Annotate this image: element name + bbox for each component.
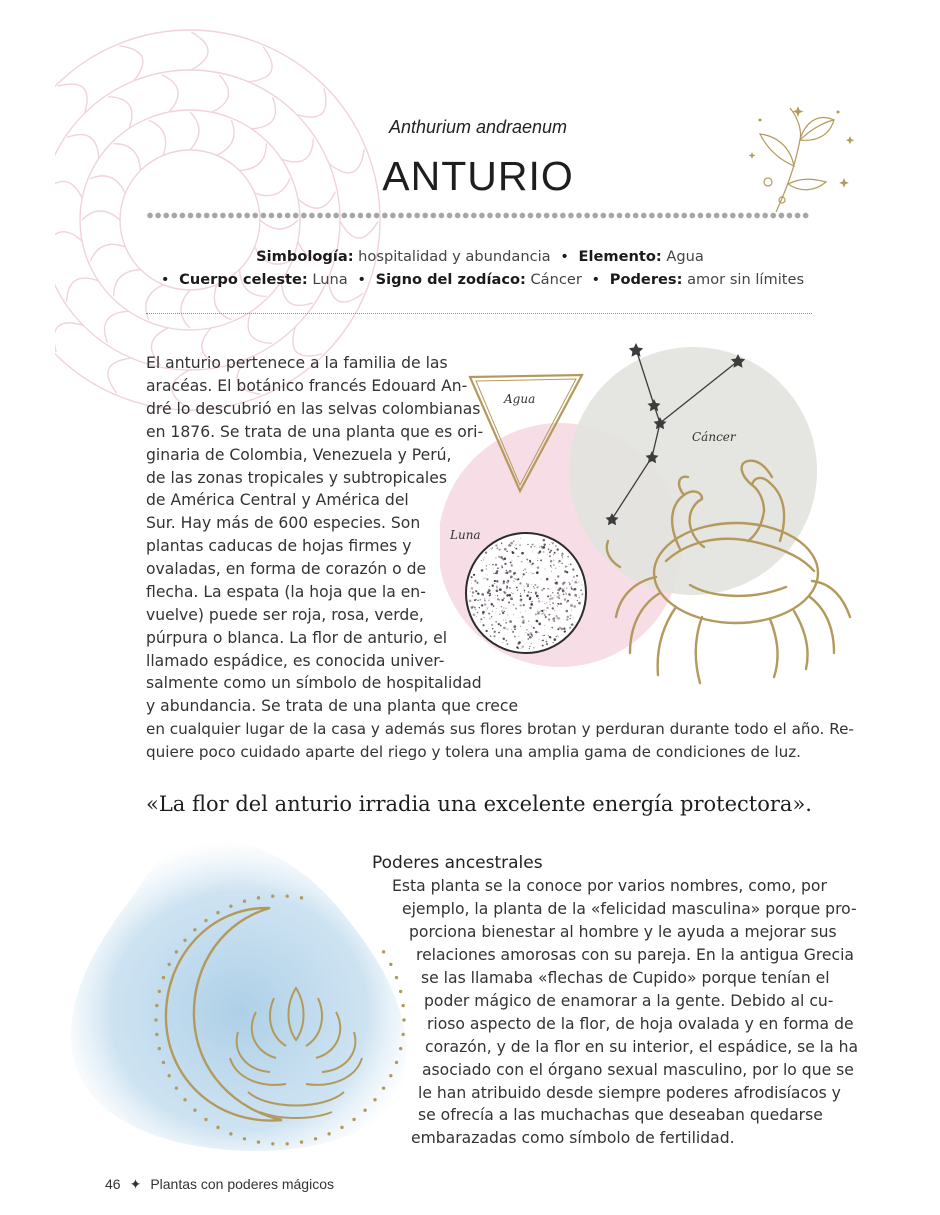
moon-label: Luna — [450, 528, 481, 542]
bullet-separator: • — [560, 248, 569, 265]
body-line: de América Central y América del — [146, 491, 409, 509]
body-line: salmente como un símbolo de hospitalidad — [146, 674, 482, 692]
page-footer — [105, 1176, 334, 1193]
body-line: dré lo descubrió en las selvas colombianas — [146, 400, 481, 418]
bullet-separator: • — [591, 271, 601, 288]
section-title: Poderes ancestrales — [372, 853, 543, 873]
body-line: relaciones amorosas con su pareja. En la antigua Grecia — [416, 946, 854, 964]
body-line: embarazadas como símbolo de fertilidad. — [411, 1129, 735, 1147]
zodiac-label: Signo del zodíaco: — [375, 271, 526, 288]
pull-quote: «La flor del anturio irradia una excelente energía protectora». — [146, 792, 812, 816]
dotted-divider — [146, 212, 810, 219]
element-label: Elemento: — [578, 248, 662, 265]
body-line: plantas caducas de hojas firmes y — [146, 537, 412, 555]
body-line: ejemplo, la planta de la «felicidad masculina» porque pro- — [402, 900, 857, 918]
body-line: corazón, y de la flor en su interior, el espádice, se la ha — [425, 1038, 859, 1056]
celestial-value: Luna — [312, 271, 348, 288]
astrology-illustration — [440, 335, 860, 695]
cancer-label: Cáncer — [692, 430, 736, 444]
body-line: vuelve) puede ser roja, rosa, verde, — [146, 606, 424, 624]
bullet-separator: • — [357, 271, 366, 288]
book-title: Plantas con poderes mágicos — [150, 1176, 334, 1192]
element-value: Agua — [666, 248, 704, 265]
body-line: y abundancia. Se trata de una planta que crece — [146, 697, 519, 715]
body-line: le han atribuido desde siempre poderes afrodisíacos y — [418, 1084, 841, 1102]
meta-row-1 — [150, 248, 810, 265]
moon-icon — [466, 533, 586, 653]
body-line: en cualquier lugar de la casa y además sus flores brotan y perduran durante todo el año. Re- — [146, 720, 854, 738]
body-line: se las llamaba «flechas de Cupido» porque tenían el — [421, 969, 830, 987]
body-line: de las zonas tropicales y subtropicales — [146, 469, 447, 487]
powers-value: amor sin límites — [687, 271, 805, 288]
body-line: porciona bienestar al hombre y le ayuda a mejorar sus — [409, 923, 837, 941]
scientific-name: Anthurium andraenum — [388, 117, 568, 137]
body-line: poder mágico de enamorar a la gente. Debido al cu- — [424, 992, 834, 1010]
powers-label: Poderes: — [609, 271, 683, 288]
symbology-value: hospitalidad y abundancia — [358, 248, 551, 265]
body-line: púrpura o blanca. La flor de anturio, el — [146, 629, 448, 647]
body-line: El anturio pertenece a la familia de las — [146, 354, 448, 372]
meta-row-2 — [150, 271, 810, 288]
symbology-label: Simbología: — [256, 248, 354, 265]
body-line: Sur. Hay más de 600 especies. Son — [146, 514, 421, 532]
body-line: quiere poco cuidado aparte del riego y tolera una amplia gama de condiciones de luz. — [146, 743, 801, 761]
celestial-label: Cuerpo celeste: — [179, 271, 308, 288]
watercolor-splash — [71, 840, 406, 1151]
body-line: flecha. La espata (la hoja que la en- — [146, 583, 426, 601]
bullet-separator: • — [160, 271, 170, 288]
body-line: se ofrecía a las muchachas que deseaban quedarse — [418, 1106, 823, 1124]
body-line: llamado espádice, es conocida univer- — [146, 652, 445, 670]
page-title: ANTURIO — [382, 153, 574, 199]
water-label: Agua — [504, 392, 536, 406]
body-line: Esta planta se la conoce por varios nombres, como, por — [392, 877, 827, 895]
body-line: asociado con el órgano sexual masculino, por lo que se — [422, 1061, 854, 1079]
body-line: en 1876. Se trata de una planta que es ori- — [146, 423, 484, 441]
thin-divider — [146, 313, 812, 314]
star-separator-icon: ✦ — [129, 1176, 142, 1192]
body-line: aracéas. El botánico francés Edouard An- — [146, 377, 468, 395]
grey-circle — [569, 347, 817, 595]
body-line: rioso aspecto de la flor, de hoja ovalada y en forma de — [427, 1015, 854, 1033]
zodiac-value: Cáncer — [530, 271, 582, 288]
page-number: 46 — [105, 1176, 121, 1192]
body-line: ovaladas, en forma de corazón o de — [146, 560, 427, 578]
body-line: ginaria de Colombia, Venezuela y Perú, — [146, 446, 452, 464]
